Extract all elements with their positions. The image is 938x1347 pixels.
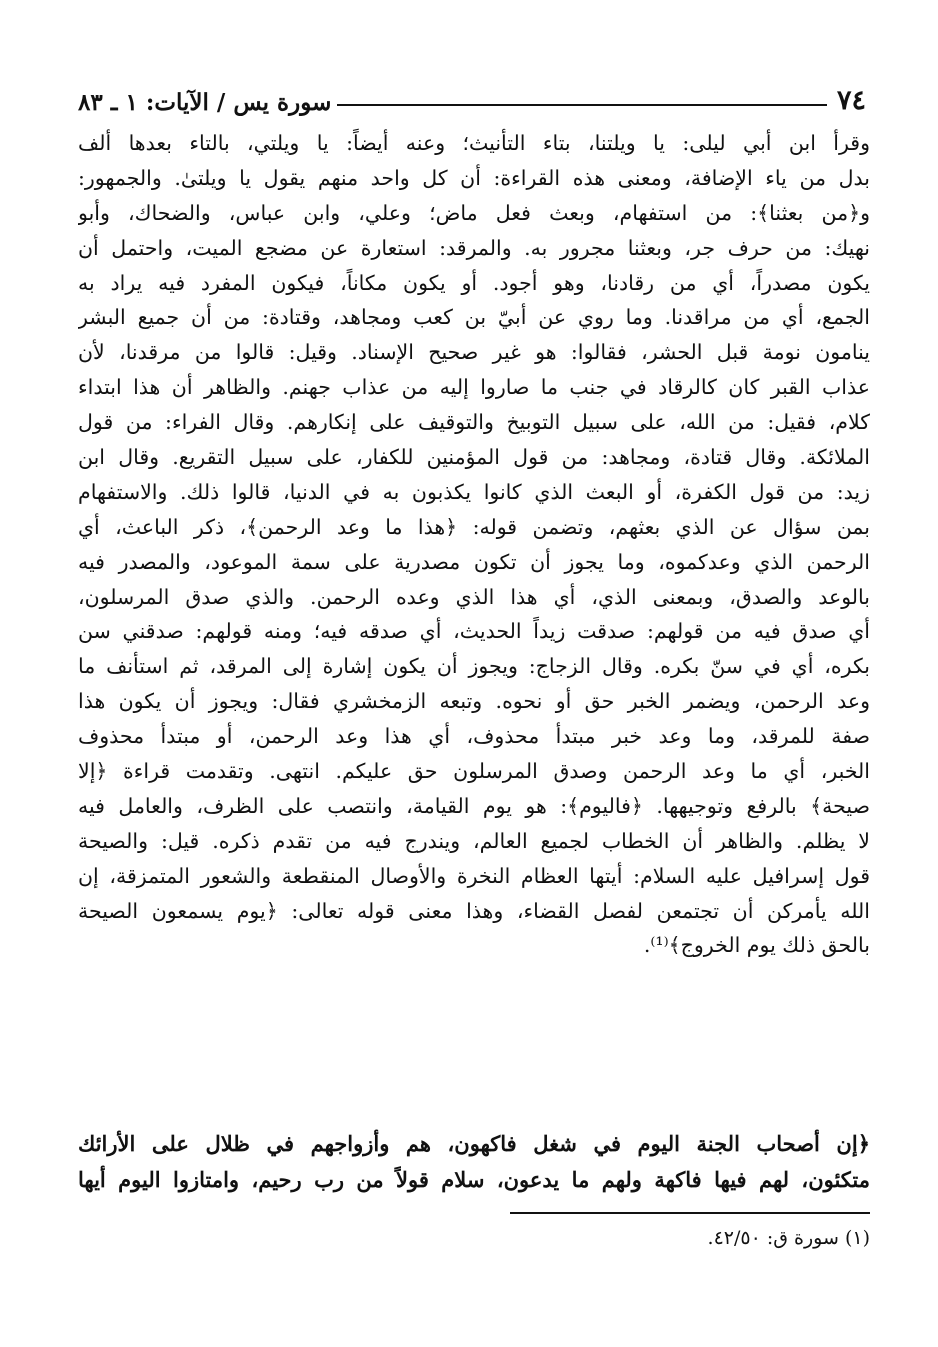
verse-line: متكئون، لهم فيها فاكهة ولهم ما يدعون، سلام قولاً من رب رحيم، وامتازوا اليوم أيها [78, 1167, 870, 1192]
text-line: قول إسرافيل عليه السلام: أيتها العظام النخرة والأوصال المنقطعة والشعور المتمزقة، إن [78, 863, 870, 888]
text-line: بالحق ذلك يوم الخروج﴾⁽¹⁾. [643, 933, 870, 958]
text-line: وقرأ ابن أبي ليلى: يا ويلتنا، بتاء التأنيث؛ وعنه أيضاً: يا ويلتي، بالتاء بعدها ألف [78, 131, 870, 155]
text-line: الخبر، أي ما وعد الرحمن وصدق المرسلون حق عليكم. انتهى. وتقدمت قراءة ﴿إلا [78, 759, 870, 784]
commentary-text [78, 126, 870, 963]
text-line: بدل من ياء الإضافة، ومعنى هذه القراءة: أن كل واحد منهم يقول يا ويلتىٰ. والجمهور: [78, 165, 870, 190]
text-line: لا يظلم. والظاهر أن الخطاب لجميع العالم، ويندرج فيه من تقدم ذكره. قيل: والصيحة [78, 828, 870, 853]
text-line: الرحمن الذي وعدكموه، وما يجوز أن تكون مصدرية على سمة الموعود، والمصدر فيه [78, 549, 870, 574]
text-line: و﴿من بعثنا﴾: من استفهام، وبعث فعل ماض؛ وعلي، وابن عباس، والضحاك، وأبو [78, 200, 870, 225]
page-number: ٧٤ [836, 85, 866, 116]
header-rule [337, 104, 827, 106]
verse-line: ﴿إن أصحاب الجنة اليوم في شغل فاكهون، هم وأزواجهم في ظلال على الأرائك [78, 1131, 870, 1156]
text-line: الله يأمركن أن تجتمعن لفصل القضاء، وهذا معنى قوله تعالى: ﴿يوم يسمعون الصيحة [78, 898, 870, 923]
text-line: يكون مصدراً، أي من رقادنا، وهو أجود. أو يكون مكاناً، فيكون المفرد فيه يراد به [78, 270, 870, 295]
page-header [78, 78, 866, 114]
text-line: زيد: من قول الكفرة، أو البعث الذي كانوا يكذبون به في الدنيا، قالوا ذلك. والاستفهام [78, 479, 870, 504]
text-line: ينامون نومة قبل الحشر، فقالوا: هو غير صحيح الإسناد. وقيل: قالوا من مرقدنا، لأن [78, 340, 870, 365]
text-line: نهيك: من حرف جر، وبعثنا مجرور به. والمرقد: استعارة عن مضجع الميت، واحتمل أن [78, 235, 870, 260]
footnote: (١) سورة ق: ٤٢/٥٠. [707, 1227, 870, 1249]
text-line: أي صدق فيه من قولهم: صدقت زيداً الحديث، أي صدقه فيه؛ ومنه قولهم: صدقني سن [78, 619, 870, 644]
text-line: صفة للمرقد، وما وعد خبر مبتدأ محذوف، أي هذا وعد الرحمن، أو مبتدأ محذوف [78, 724, 870, 749]
text-line: الجمع، أي من مراقدنا. وما روي عن أبيّ بن كعب ومجاهد، وقتادة: من أن جميع البشر [78, 305, 870, 330]
footnote-separator [510, 1212, 870, 1214]
text-line: بالوعد والصدق، وبمعنى الذي، أي هذا الذي وعده الرحمن. والذي صدق المرسلون، [78, 584, 870, 609]
text-line: الملائكة. وقال قتادة، ومجاهد: من قول المؤمنين للكفار، على سبيل التقريع. وقال ابن [78, 445, 870, 470]
quran-verse-block [78, 1126, 870, 1198]
text-line: وعد الرحمن، ويضمر الخبر حق أو نحوه. وتبعه الزمخشري فقال: ويجوز أن يكون هذا [78, 689, 870, 714]
text-line: عذاب القبر كان كالرقاد في جنب ما صاروا إليه من عذاب جهنم. والظاهر أن هذا ابتداء [78, 375, 870, 400]
text-line: بكره، أي في سنّ بكره. وقال الزجاج: ويجوز أن يكون إشارة إلى المرقد، ثم استأنف ما [78, 654, 870, 679]
text-line: بمن سؤال عن الذي بعثهم، وتضمن قوله: ﴿هذا ما وعد الرحمن﴾، ذكر الباعث، أي [78, 514, 870, 539]
text-line: صيحة﴾ بالرفع وتوجيهها. ﴿فاليوم﴾: هو يوم القيامة، وانتصب على الظرف، والعامل فيه [78, 793, 870, 818]
surah-title: سورة يس / الآيات: ١ ـ ٨٣ [78, 89, 332, 116]
text-line: كلام، فقيل: من الله، على سبيل التوبيخ والتوقيف على إنكارهم. وقال الفراء: من قول [78, 410, 870, 435]
